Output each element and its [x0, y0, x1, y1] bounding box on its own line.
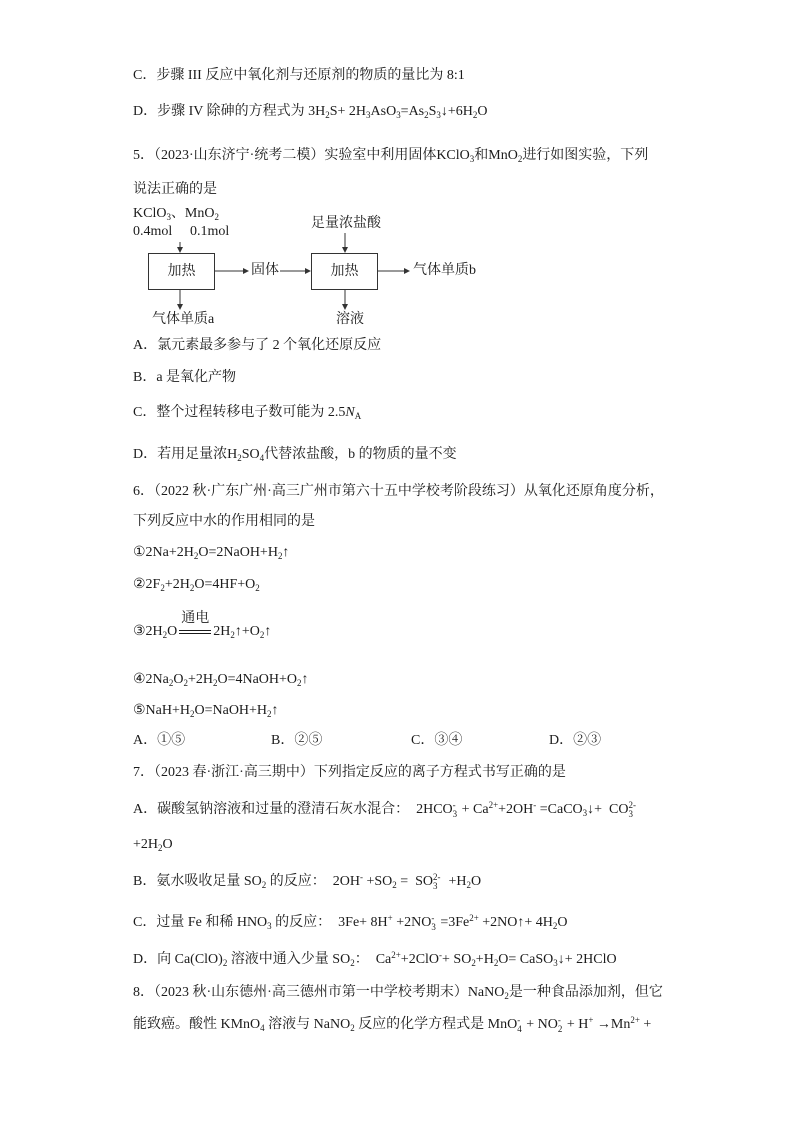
subscript: 3 [366, 109, 371, 120]
diagram-intermediate-solid: 固体 [251, 263, 279, 278]
q4-option-c: C．步骤 III 反应中氧化剂与还原剂的物质的量比为 8:1 [133, 68, 465, 83]
charge-and-subscript [453, 801, 457, 819]
superscript: - [517, 1015, 521, 1025]
arrowhead-right [404, 268, 410, 274]
superscript: 2- [628, 800, 636, 810]
subscript: 2 [259, 629, 265, 640]
charge-and-subscript [628, 801, 635, 819]
q6-choice-d: D．②③ [549, 733, 602, 748]
q5-option-d: D．若用足量浓$H_2SO_4$代替浓盐酸，b 的物质的量不变 [133, 447, 457, 463]
subscript: 3 [433, 880, 438, 891]
diagram-amount-kclo3: 0.4mol [133, 224, 173, 239]
q6-choice-c: C．③④ [411, 733, 463, 748]
subscript: 2 [424, 109, 429, 120]
double-equals-line [179, 630, 211, 634]
q7-option-b: B．氨水吸收足量 $SO_2$ 的反应： $2OH^- +SO_2$ = SO 2- 3 $+H_2O$ [133, 871, 482, 891]
subscript: 2 [160, 582, 165, 593]
q6-stem-continued: 下列反应中水的作用相同的是 [133, 514, 315, 529]
q5-option-c: C．整个过程转移电子数可能为 $2.5N_A$ [133, 405, 362, 421]
q6-reaction-2: $②2F_2+2H_2O=4HF+O_2$ [133, 577, 260, 593]
subscript: 2 [162, 629, 168, 640]
arrowhead-down [342, 247, 348, 253]
superscript: 2- [433, 872, 441, 882]
superscript: 2+ [469, 912, 479, 923]
reaction-3-products: $2H_2↑+O_2↑$ [213, 624, 272, 640]
q5-stem-continued: 说法正确的是 [133, 182, 217, 197]
subscript: 2 [350, 1022, 355, 1033]
electrolysis-condition-sign [179, 611, 211, 641]
q6-choice-a: A．①⑤ [133, 733, 186, 748]
q5-option-b: B．a 是氧化产物 [133, 370, 237, 385]
arrowhead-right [305, 268, 311, 274]
q6-reaction-5: $⑤NaH+H_2O=NaOH+H_2↑$ [133, 703, 279, 719]
diagram-gas-b: 气体单质b [413, 263, 476, 278]
superscript: - [359, 871, 363, 882]
diagram-added-reagent: 足量浓盐酸 [311, 216, 381, 231]
subscript: 3 [582, 807, 588, 818]
q6-stem: 6．（2022 秋·广东广州·高三广州市第六十五中学校考阶段练习）从氧化还原角度分析， [133, 484, 664, 499]
subscript: 2 [517, 153, 523, 164]
q6-reaction-4: $④2Na_2O_2+2H_2O=4NaOH+O_2↑$ [133, 672, 309, 688]
subscript: 2 [189, 582, 195, 593]
subscript: 3 [452, 808, 458, 819]
q7-stem: 7．（2023 春·浙江·高三期中）下列指定反应的离子方程式书写正确的是 [133, 765, 566, 780]
subscript: 2 [504, 990, 509, 1001]
q7-option-a: A．碳酸氢钠溶液和过量的澄清石灰水混合： 2HCO - 3 + $Ca^{2+}+2OH^-$ =CaCO$_3$↓+ CO 2- 3 [133, 799, 636, 819]
q5-option-a: A．氯元素最多参与了 2 个氧化还原反应 [133, 338, 382, 353]
heating-step-2-label: 加热 [330, 264, 359, 279]
superscript: - [557, 1015, 561, 1025]
subscript: 2 [261, 879, 267, 890]
subscript: 2 [222, 957, 228, 968]
q4-option-d: D．步骤 IV 除砷的方程式为 $3H_2S+$ $2H_3AsO_3=As_2S_3↓+6H_2O$ [133, 104, 488, 120]
subscript: 2 [471, 957, 476, 968]
subscript: 3 [553, 957, 558, 968]
diagram-gas-a: 气体单质a [152, 312, 215, 327]
subscript: 4 [260, 1022, 265, 1033]
subscript: 2 [193, 550, 199, 561]
superscript: - [452, 800, 456, 810]
subscript: 2 [297, 677, 302, 688]
subscript: 3 [431, 921, 436, 932]
charge-and-subscript [433, 873, 440, 891]
subscript: 3 [267, 920, 272, 931]
arrowhead-down [177, 247, 183, 253]
diagram-amount-mno2: 0.1mol [190, 224, 230, 239]
subscript: 2 [212, 677, 218, 688]
subscript: 2 [350, 957, 355, 968]
subscript: 2 [325, 109, 330, 120]
superscript: + [588, 1014, 594, 1025]
subscript: 2 [466, 879, 471, 890]
charge-and-subscript [558, 1016, 562, 1034]
subscript: 2 [158, 842, 163, 853]
q7-option-d: D．向 $Ca(ClO)_2$ 溶液中通入少量 $SO_2$： $Ca^{2+}+2ClO^-+ SO_2+H_2O=$ CaSO$_3$↓+ 2HClO [133, 949, 617, 968]
superscript: + [387, 912, 393, 923]
subscript: 2 [557, 1023, 563, 1034]
charge-and-subscript [517, 1016, 521, 1034]
subscript: 3 [469, 153, 475, 164]
reaction-3-reactants: $③2H_2O$ [133, 624, 178, 640]
subscript: 3 [436, 109, 441, 120]
diagram-reagents: KClO$_3$、MnO$_2$ [133, 206, 219, 222]
superscript: - [439, 949, 443, 960]
q8-stem-continued: 能致癌。酸性 KMnO$_4$ 溶液与 NaNO$_2$ 反应的化学方程式是 MnO - 4 + NO - 2 + $H^+ \to Mn^{2+}$ + [133, 1014, 652, 1034]
superscript: 2+ [488, 799, 499, 810]
subscript: 2 [255, 582, 260, 593]
superscript: - [533, 799, 537, 810]
q6-reaction-3 [133, 611, 272, 641]
arrowhead-down [342, 304, 348, 310]
subscript: 2 [237, 452, 242, 463]
q7-option-c: C．过量 Fe 和稀 $HNO_3$ 的反应： 3Fe+ 8H+ +2NO - 3 $=3Fe^{2+}$ +2NO↑+ $4H_2O$ [133, 912, 568, 932]
charge-and-subscript [431, 914, 435, 932]
subscript: 2 [230, 629, 235, 640]
subscript: 2 [552, 920, 558, 931]
subscript: 2 [168, 677, 174, 688]
q6-choice-b: B．②⑤ [271, 733, 323, 748]
subscript: 3 [166, 211, 171, 222]
subscript: 3 [628, 808, 633, 819]
q5-stem: 5．（2023·山东济宁·统考二模）实验室中利用固体KClO$_3$和MnO$_2$进行如图实验，下列 [133, 148, 649, 164]
subscript: 2 [472, 109, 478, 120]
subscript: 4 [259, 452, 265, 463]
diagram-solution: 溶液 [336, 312, 364, 327]
subscript: 3 [396, 109, 401, 120]
q7-option-a-continued: $+2H_2O$ [133, 837, 173, 853]
subscript: A [354, 410, 362, 421]
subscript: 2 [183, 677, 188, 688]
q8-stem: 8．（2023 秋·山东德州·高三德州市第一中学校考期末）NaNO$_2$是一种食品添加剂，但它 [133, 985, 663, 1001]
diagram-arrows [120, 200, 500, 330]
subscript: 2 [392, 879, 397, 890]
superscript: - [431, 913, 435, 923]
italic-symbol: N [345, 405, 355, 420]
arrowhead-right [243, 268, 249, 274]
heating-step-1-label: 加热 [167, 264, 196, 279]
subscript: 2 [493, 957, 499, 968]
q6-reaction-1: $①2Na+2H_2O=2NaOH+H_2↑$ [133, 545, 290, 561]
subscript: 4 [517, 1023, 522, 1034]
subscript: 2 [277, 550, 283, 561]
superscript: 2+ [630, 1014, 640, 1025]
arrowhead-down [177, 304, 183, 310]
subscript: 2 [214, 211, 219, 222]
subscript: 2 [267, 708, 272, 719]
subscript: 2 [190, 708, 195, 719]
reaction-condition-label: 通电 [181, 611, 210, 626]
superscript: 2+ [391, 949, 401, 960]
